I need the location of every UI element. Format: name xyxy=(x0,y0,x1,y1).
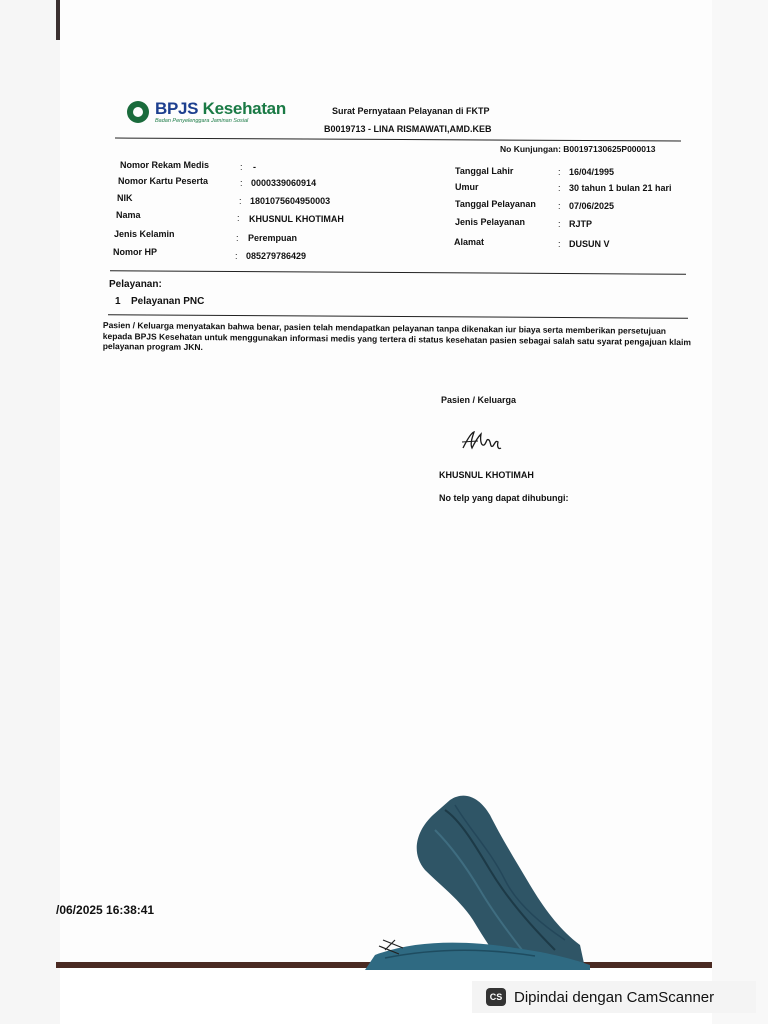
value-tanggal-lahir: 16/04/1995 xyxy=(569,167,615,177)
value-kartu-peserta: 0000339060914 xyxy=(251,178,317,188)
label-alamat: Alamat xyxy=(454,237,485,247)
colon: : xyxy=(239,196,242,206)
phone-label: No telp yang dapat dihubungi: xyxy=(439,493,569,503)
scan-right-edge xyxy=(712,0,768,1024)
colon: : xyxy=(558,219,561,229)
logo-title xyxy=(155,100,286,117)
kunjungan-number: No Kunjungan: B00197130625P000013 xyxy=(500,144,656,154)
colon: : xyxy=(235,251,238,261)
camscanner-watermark xyxy=(472,981,756,1013)
pelayanan-item-number: 1 xyxy=(115,296,121,307)
label-umur: Umur xyxy=(455,182,479,192)
label-rekam-medis: Nomor Rekam Medis xyxy=(120,160,210,170)
signature-mark xyxy=(460,428,504,454)
value-jenis-kelamin: Perempuan xyxy=(248,233,298,243)
logo-subtitle: Badan Penyelenggara Jaminan Sosial xyxy=(155,118,249,124)
bpjs-logo-icon xyxy=(127,101,149,123)
camscanner-icon: CS xyxy=(486,988,506,1006)
provider-name: B0019713 - LINA RISMAWATI,AMD.KEB xyxy=(324,124,492,134)
label-jenis-pelayanan: Jenis Pelayanan xyxy=(455,217,526,227)
label-nomor-hp: Nomor HP xyxy=(113,247,158,257)
colon: : xyxy=(558,183,561,193)
value-nomor-hp: 085279786429 xyxy=(246,251,307,261)
colon: : xyxy=(558,201,561,211)
colon: : xyxy=(240,162,243,172)
colon: : xyxy=(558,167,561,177)
signature-name: KHUSNUL KHOTIMAH xyxy=(439,470,534,480)
colon: : xyxy=(237,213,240,223)
signature-role: Pasien / Keluarga xyxy=(441,395,517,405)
tassel-image xyxy=(355,790,595,970)
value-alamat: DUSUN V xyxy=(569,239,610,249)
value-rekam-medis: - xyxy=(253,162,256,172)
label-nama: Nama xyxy=(116,210,141,220)
pelayanan-item-name: Pelayanan PNC xyxy=(131,296,205,307)
value-nik: 1801075604950003 xyxy=(250,196,331,206)
label-tanggal-pelayanan: Tanggal Pelayanan xyxy=(455,199,536,209)
camscanner-text: Dipindai dengan CamScanner xyxy=(514,988,715,1006)
print-timestamp: /06/2025 16:38:41 xyxy=(56,903,155,917)
logo-title-kesehatan: Kesehatan xyxy=(202,99,286,118)
value-umur: 30 tahun 1 bulan 21 hari xyxy=(569,183,672,193)
logo-title-bpjs: BPJS xyxy=(155,99,203,118)
colon: : xyxy=(236,233,239,243)
scan-left-edge xyxy=(0,0,60,1024)
label-jenis-kelamin: Jenis Kelamin xyxy=(114,229,175,239)
colon: : xyxy=(240,178,243,188)
value-nama: KHUSNUL KHOTIMAH xyxy=(249,214,344,224)
label-nik: NIK xyxy=(117,193,133,203)
pelayanan-heading: Pelayanan: xyxy=(109,279,162,290)
value-tanggal-pelayanan: 07/06/2025 xyxy=(569,201,615,211)
consent-statement: Pasien / Keluarga menyatakan bahwa benar, pasien telah mendapatkan pelayanan tanpa dikenakan iur biaya serta memberikan persetujuan kepada BPJS Kesehatan untuk menggunakan informasi medis yang tertera di status kesehatan pasien sebagai salah satu syarat pengajuan klaim pelayanan program JKN. xyxy=(102,320,691,353)
value-jenis-pelayanan: RJTP xyxy=(569,219,593,229)
label-kartu-peserta: Nomor Kartu Peserta xyxy=(118,176,209,186)
document-title: Surat Pernyataan Pelayanan di FKTP xyxy=(332,106,490,116)
colon: : xyxy=(558,239,561,249)
bpjs-logo xyxy=(127,100,286,125)
label-tanggal-lahir: Tanggal Lahir xyxy=(455,166,514,176)
